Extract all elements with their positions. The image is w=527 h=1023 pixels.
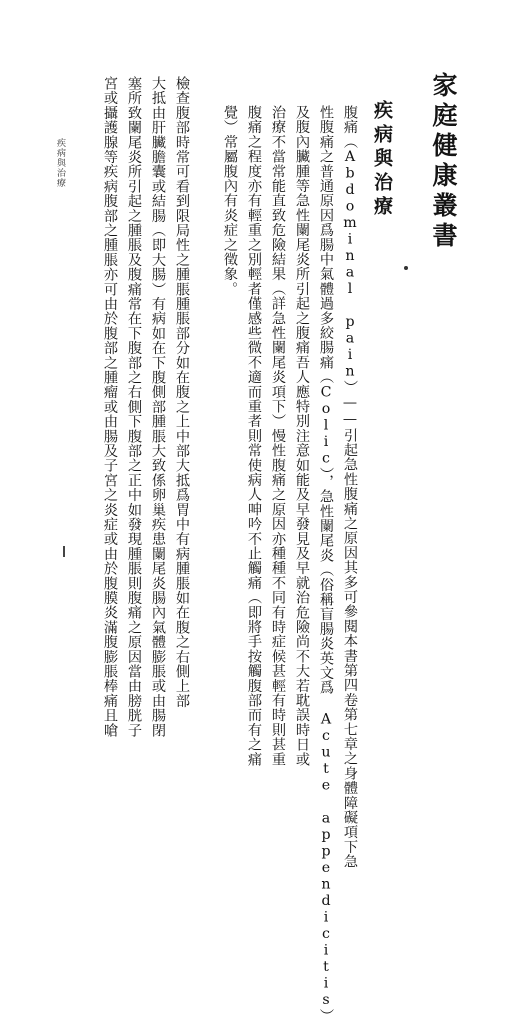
running-head: 疾病與治療 bbox=[55, 138, 65, 188]
paragraph-1-line-1: 腹痛（Abdominal pain）——引起急性腹痛之原因其多可參閱本書第四卷第七章之身體障礙項下急 bbox=[342, 105, 358, 869]
paragraph-1-line-4: 治療不當常能直致危險結果（詳急性闌尾炎項下）慢性腹痛之原因亦種種不同有時症候甚輕有時則甚重 bbox=[270, 105, 286, 767]
paragraph-1-line-6: 覺）常屬腹內有炎症之徵象。 bbox=[222, 105, 238, 297]
paragraph-2-line-3: 塞所致闌尾炎所引起之腫脹及腹痛常在下腹部之右側下腹部之正中如發現腫脹則腹痛之原因當由膀胱子 bbox=[126, 76, 142, 738]
ink-dot bbox=[404, 266, 408, 270]
paragraph-1-line-5: 腹痛之程度亦有輕重之別輕者僅感些微不適而重者則常使病人呻吟不止觸痛（即將手按觸腹部而有之痛 bbox=[246, 105, 262, 767]
section-title: 疾病與治療 bbox=[371, 100, 393, 220]
margin-mark bbox=[63, 546, 65, 557]
series-title: 家庭健康叢書 bbox=[429, 72, 458, 252]
paragraph-2-line-2: 大抵由肝臟膽囊或結腸（即大腸）有病如在下腹側部腫脹大致係卵巢疾患闌尾炎腸內氣體膨脹或由腸閉 bbox=[150, 76, 166, 738]
paragraph-1-line-2: 性腹痛之普通原因爲腸中氣體過多絞腸痛（Colic），急性闌尾炎（俗稱盲腸炎英文爲 Acute appendicitis） bbox=[318, 105, 334, 1023]
paragraph-2-line-1: 檢查腹部時常可看到限局性之腫脹腫脹部分如在腹之上中部大抵爲胃中有病腫脹如在腹之右側上部 bbox=[174, 76, 190, 709]
paragraph-1-line-3: 及腹內臟腫等急性闌尾炎所引起之腹痛吾人應特別注意如能及早發見及早就治危險尚不大若耽誤時日或 bbox=[294, 105, 310, 767]
paragraph-2-line-4: 宮或攝護腺等疾病腹部之腫脹亦可由於腹部之腫瘤或由腸及子宮之炎症或由於腹膜炎滿腹膨脹棒痛且嗆 bbox=[102, 76, 118, 738]
